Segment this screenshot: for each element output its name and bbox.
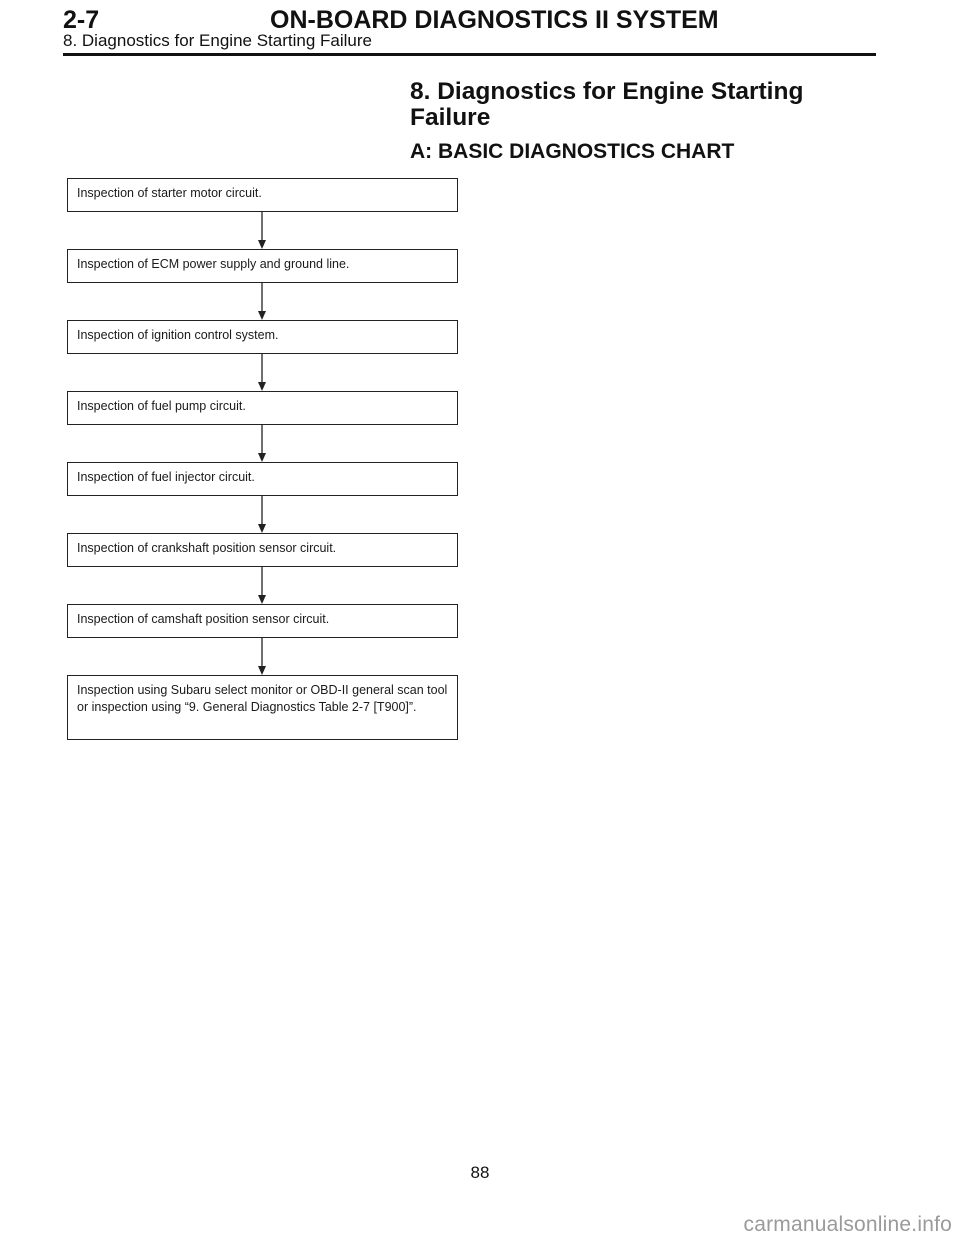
section-title: 8. Diagnostics for Engine Starting Failure [410, 78, 804, 131]
flow-step-ecm-power: Inspection of ECM power supply and ground line. [67, 249, 458, 283]
flow-arrow-down-icon [255, 354, 269, 391]
flow-arrow-down-icon [255, 425, 269, 462]
flow-step-starter-motor: Inspection of starter motor circuit. [67, 178, 458, 212]
flow-arrow-down-icon [255, 567, 269, 604]
watermark: carmanualsonline.info [743, 1213, 952, 1236]
subsection-title: A: BASIC DIAGNOSTICS CHART [410, 140, 735, 163]
header-divider [63, 53, 876, 56]
flow-step-crankshaft-sensor: Inspection of crankshaft position sensor circuit. [67, 533, 458, 567]
flow-step-fuel-pump: Inspection of fuel pump circuit. [67, 391, 458, 425]
flow-step-camshaft-sensor: Inspection of camshaft position sensor circuit. [67, 604, 458, 638]
flow-step-scan-tool: Inspection using Subaru select monitor or OBD-II general scan tool or inspection using “9. General Diagnostics Table 2-7 [T900]”. [67, 675, 458, 740]
page-number: 88 [470, 1163, 490, 1182]
flow-step-ignition-control: Inspection of ignition control system. [67, 320, 458, 354]
flow-arrow-down-icon [255, 212, 269, 249]
flow-arrow-down-icon [255, 496, 269, 533]
system-title: ON-BOARD DIAGNOSTICS II SYSTEM [270, 6, 719, 34]
flow-step-fuel-injector: Inspection of fuel injector circuit. [67, 462, 458, 496]
flow-arrow-down-icon [255, 638, 269, 675]
section-code: 2-7 [63, 6, 100, 34]
flow-arrow-down-icon [255, 283, 269, 320]
header-subtitle: 8. Diagnostics for Engine Starting Failure [63, 31, 372, 50]
